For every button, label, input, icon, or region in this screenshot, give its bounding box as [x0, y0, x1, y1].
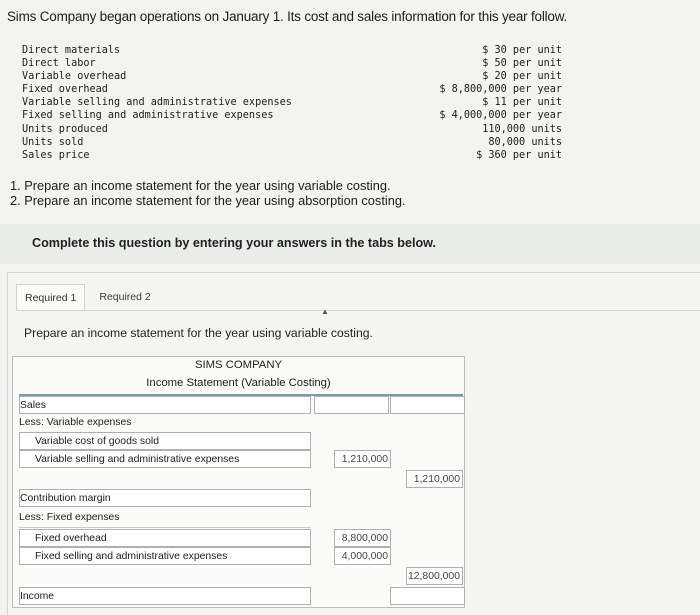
spec-row: Direct labor $ 50 per unit	[22, 58, 562, 70]
table-row	[19, 547, 463, 565]
table-row	[19, 509, 463, 527]
income-amount-input[interactable]	[390, 587, 465, 605]
tab-required-2[interactable]: Required 2	[99, 291, 151, 303]
spec-row: Fixed overhead $ 8,800,000 per year	[22, 84, 562, 96]
problem-intro: Sims Company began operations on January 1. Its cost and sales information for this year follow.	[7, 9, 568, 24]
spec-row: Sales price $ 360 per unit	[22, 149, 562, 161]
task-item: 2. Prepare an income statement for the year using absorption costing.	[10, 193, 406, 208]
table-row	[19, 470, 463, 488]
sales-mid-input[interactable]	[314, 396, 389, 414]
sales-amount-input[interactable]	[390, 396, 465, 414]
var-sga-label-input[interactable]: Variable selling and administrative expenses	[19, 450, 311, 468]
var-sga-amount-input[interactable]: 1,210,000	[334, 450, 391, 468]
table-row	[19, 567, 463, 585]
fixed-sga-amount-input[interactable]: 4,000,000	[334, 547, 391, 565]
tab-bar	[16, 284, 159, 311]
fixed-overhead-amount-input[interactable]: 8,800,000	[334, 529, 391, 547]
table-row	[19, 432, 463, 450]
statement-title: Income Statement (Variable Costing)	[146, 377, 331, 389]
sales-label-input[interactable]: Sales	[19, 396, 311, 414]
spec-row: Units sold 80,000 units	[22, 136, 562, 148]
table-row	[19, 529, 463, 547]
total-variable-input[interactable]: 1,210,000	[406, 470, 463, 488]
spec-row: Units produced 110,000 units	[22, 123, 562, 135]
table-row	[19, 414, 463, 432]
mouse-cursor-icon: ▲	[321, 307, 329, 316]
spec-row: Direct materials $ 30 per unit	[22, 45, 562, 56]
spec-row: Variable overhead $ 20 per unit	[22, 71, 562, 83]
income-label-input[interactable]: Income	[19, 587, 311, 605]
company-name: SIMS COMPANY	[194, 359, 283, 371]
fixed-sga-input[interactable]: Fixed selling and administrative expenses	[19, 547, 311, 565]
instruction-text: Complete this question by entering your answers in the tabs below.	[32, 236, 436, 250]
var-cogs-input[interactable]: Variable cost of goods sold	[19, 432, 311, 450]
income-statement	[12, 356, 465, 608]
cost-info-list	[22, 44, 562, 162]
spec-row: Fixed selling and administrative expenses $ 4,000,000 per year	[22, 110, 562, 122]
question-prompt: Prepare an income statement for the year using variable costing.	[24, 326, 373, 340]
tab-required-1[interactable]: Required 1	[16, 284, 85, 311]
contribution-margin-input[interactable]: Contribution margin	[19, 489, 311, 507]
total-fixed-input[interactable]: 12,800,000	[406, 567, 463, 585]
spec-row: Variable selling and administrative expenses $ 11 per unit	[22, 97, 562, 109]
table-row	[19, 450, 463, 468]
table-row	[19, 489, 463, 507]
tab-divider	[16, 310, 700, 311]
table-row	[19, 396, 463, 414]
task-item: 1. Prepare an income statement for the year using variable costing.	[10, 178, 391, 193]
less-fixed-label: Less: Fixed expenses	[19, 509, 311, 528]
fixed-overhead-input[interactable]: Fixed overhead	[19, 529, 311, 547]
table-row	[19, 587, 463, 605]
task-list	[10, 178, 406, 208]
less-variable-label: Less: Variable expenses	[19, 414, 311, 433]
